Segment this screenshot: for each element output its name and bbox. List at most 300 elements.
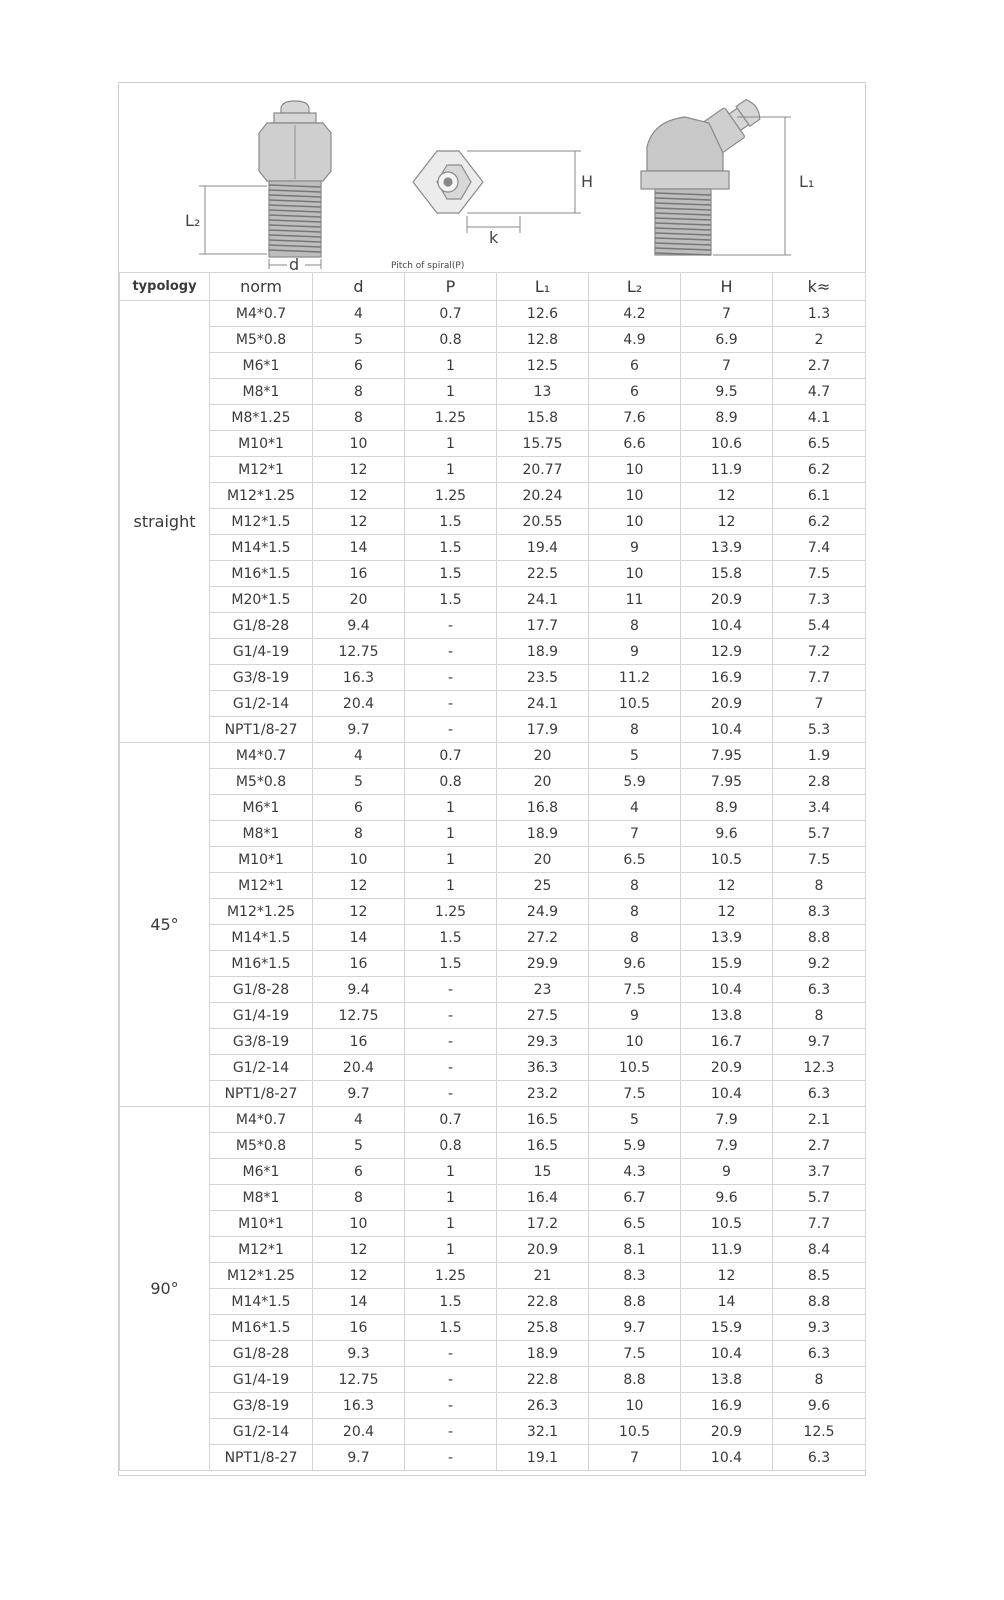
l2-cell: 4.9 [589,327,681,353]
h-cell: 8.9 [681,795,773,821]
l1-cell: 18.9 [497,821,589,847]
h-cell: 15.9 [681,951,773,977]
p-cell: 0.7 [405,743,497,769]
table-row [120,951,866,977]
table-row [120,1237,866,1263]
d-cell: 5 [313,327,405,353]
k-cell: 7.5 [773,847,866,873]
k-cell: 6.2 [773,509,866,535]
l2-cell: 11.2 [589,665,681,691]
l2-cell: 8 [589,717,681,743]
p-cell: 1 [405,457,497,483]
l2-cell: 6.7 [589,1185,681,1211]
d-cell: 20 [313,587,405,613]
l2-cell: 7.5 [589,977,681,1003]
k-cell: 9.6 [773,1393,866,1419]
table-row [120,431,866,457]
header-d: d [313,273,405,301]
table-row [120,613,866,639]
h-cell: 12 [681,873,773,899]
l2-cell: 8 [589,925,681,951]
h-cell: 11.9 [681,457,773,483]
p-cell: - [405,613,497,639]
h-cell: 7 [681,353,773,379]
norm-cell: M12*1.25 [210,899,313,925]
l2-cell: 10 [589,1393,681,1419]
nipple-tip [281,101,309,113]
d-cell: 12 [313,899,405,925]
d-cell: 12.75 [313,1003,405,1029]
d-cell: 12 [313,1263,405,1289]
l2-cell: 7 [589,821,681,847]
d-cell: 4 [313,1107,405,1133]
table-row [120,1393,866,1419]
k-cell: 3.4 [773,795,866,821]
l2-cell: 5 [589,1107,681,1133]
l1-cell: 17.9 [497,717,589,743]
d-cell: 8 [313,821,405,847]
l1-cell: 25 [497,873,589,899]
table-row [120,1445,866,1471]
h-cell: 10.4 [681,1445,773,1471]
norm-cell: M12*1.25 [210,483,313,509]
d-cell: 8 [313,1185,405,1211]
norm-cell: M4*0.7 [210,301,313,327]
h-cell: 12.9 [681,639,773,665]
l2-cell: 4.3 [589,1159,681,1185]
h-cell: 7 [681,301,773,327]
d-cell: 14 [313,925,405,951]
p-cell: 0.7 [405,1107,497,1133]
h-cell: 20.9 [681,1419,773,1445]
p-cell: - [405,1029,497,1055]
table-row [120,509,866,535]
p-cell: - [405,1367,497,1393]
h-cell: 16.9 [681,665,773,691]
p-cell: 1 [405,873,497,899]
l1-cell: 27.2 [497,925,589,951]
d-cell: 10 [313,847,405,873]
h-cell: 7.9 [681,1133,773,1159]
h-cell: 12 [681,1263,773,1289]
table-row [120,353,866,379]
table-row [120,1263,866,1289]
h-cell: 15.8 [681,561,773,587]
spec-sheet [118,82,866,1476]
l1-cell: 18.9 [497,1341,589,1367]
h-cell: 10.4 [681,717,773,743]
k-cell: 7 [773,691,866,717]
table-row [120,405,866,431]
table-header-row [120,273,866,301]
k-cell: 5.7 [773,1185,866,1211]
header-k: k≈ [773,273,866,301]
p-cell: 1.5 [405,561,497,587]
k-cell: 1.3 [773,301,866,327]
l2-cell: 6.5 [589,847,681,873]
d-cell: 8 [313,379,405,405]
h-cell: 16.7 [681,1029,773,1055]
header-l2: L₂ [589,273,681,301]
k-cell: 8.5 [773,1263,866,1289]
header-p: P [405,273,497,301]
l2-cell: 5.9 [589,769,681,795]
norm-cell: G1/8-28 [210,613,313,639]
d-cell: 16 [313,561,405,587]
k-cell: 12.3 [773,1055,866,1081]
k-cell: 8.8 [773,925,866,951]
k-cell: 3.7 [773,1159,866,1185]
d-cell: 16.3 [313,665,405,691]
norm-cell: M8*1 [210,1185,313,1211]
d-cell: 16 [313,1315,405,1341]
d-label: d [289,255,300,273]
l2-cell: 4.2 [589,301,681,327]
hex-top-view-drawing [413,151,483,213]
p-cell: - [405,977,497,1003]
d-cell: 8 [313,405,405,431]
table-row [120,925,866,951]
d-cell: 20.4 [313,1419,405,1445]
l1-cell: 15.8 [497,405,589,431]
norm-cell: M8*1.25 [210,405,313,431]
p-cell: 1 [405,1185,497,1211]
p-cell: 1 [405,1159,497,1185]
norm-cell: M4*0.7 [210,743,313,769]
d-cell: 12 [313,1237,405,1263]
h-cell: 8.9 [681,405,773,431]
table-row [120,1003,866,1029]
norm-cell: M10*1 [210,847,313,873]
d-cell: 14 [313,535,405,561]
l2-cell: 10 [589,1029,681,1055]
table-row [120,561,866,587]
l1-cell: 24.1 [497,587,589,613]
table-row [120,327,866,353]
l1-cell: 20 [497,743,589,769]
p-cell: - [405,639,497,665]
norm-cell: G1/4-19 [210,1003,313,1029]
d-cell: 6 [313,795,405,821]
p-cell: - [405,1419,497,1445]
typology-cell: 45° [120,743,210,1107]
table-row [120,301,866,327]
p-cell: - [405,717,497,743]
k-cell: 8 [773,873,866,899]
typology-cell: 90° [120,1107,210,1471]
d-cell: 4 [313,743,405,769]
k-cell: 2.8 [773,769,866,795]
k-cell: 2 [773,327,866,353]
l2-cell: 5 [589,743,681,769]
h-cell: 13.9 [681,925,773,951]
table-row [120,717,866,743]
l1-cell: 32.1 [497,1419,589,1445]
p-cell: 1.25 [405,1263,497,1289]
l1-cell: 12.5 [497,353,589,379]
table-row [120,483,866,509]
d-cell: 9.3 [313,1341,405,1367]
k-cell: 4.7 [773,379,866,405]
table-row [120,1055,866,1081]
l2-label: L₂ [185,211,201,230]
p-cell: 1 [405,795,497,821]
table-row [120,1211,866,1237]
d-cell: 16.3 [313,1393,405,1419]
l2-cell: 8 [589,873,681,899]
h-cell: 13.8 [681,1003,773,1029]
norm-cell: M6*1 [210,1159,313,1185]
norm-cell: M12*1 [210,457,313,483]
p-cell: - [405,665,497,691]
norm-cell: M5*0.8 [210,769,313,795]
d-cell: 14 [313,1289,405,1315]
l1-cell: 25.8 [497,1315,589,1341]
k-cell: 8 [773,1367,866,1393]
norm-cell: M14*1.5 [210,925,313,951]
norm-cell: M16*1.5 [210,561,313,587]
k-cell: 7.2 [773,639,866,665]
norm-cell: M12*1 [210,1237,313,1263]
norm-cell: M16*1.5 [210,951,313,977]
l1-cell: 19.1 [497,1445,589,1471]
h-label: H [581,172,594,191]
l2-cell: 6.6 [589,431,681,457]
norm-cell: M4*0.7 [210,1107,313,1133]
l1-cell: 16.5 [497,1107,589,1133]
norm-cell: G1/2-14 [210,1055,313,1081]
table-row [120,1315,866,1341]
norm-cell: M5*0.8 [210,1133,313,1159]
k-cell: 6.3 [773,977,866,1003]
table-row [120,1107,866,1133]
p-cell: - [405,1445,497,1471]
table-row [120,1159,866,1185]
d-cell: 10 [313,1211,405,1237]
k-cell: 9.7 [773,1029,866,1055]
table-row [120,587,866,613]
k-cell: 2.1 [773,1107,866,1133]
k-label: k [489,228,499,247]
d-cell: 6 [313,353,405,379]
p-cell: - [405,1393,497,1419]
p-cell: 1.5 [405,535,497,561]
header-l1: L₁ [497,273,589,301]
l2-cell: 8.3 [589,1263,681,1289]
k-cell: 6.5 [773,431,866,457]
l1-cell: 36.3 [497,1055,589,1081]
l2-cell: 8.8 [589,1289,681,1315]
p-cell: 0.8 [405,327,497,353]
l1-cell: 27.5 [497,1003,589,1029]
table-row [120,535,866,561]
norm-cell: M16*1.5 [210,1315,313,1341]
l1-cell: 24.1 [497,691,589,717]
l1-cell: 12.6 [497,301,589,327]
table-row [120,457,866,483]
k-cell: 6.3 [773,1341,866,1367]
typology-cell: straight [120,301,210,743]
h-cell: 15.9 [681,1315,773,1341]
l2-cell: 10.5 [589,691,681,717]
d-cell: 12 [313,873,405,899]
norm-cell: G1/8-28 [210,1341,313,1367]
l2-cell: 8 [589,899,681,925]
p-cell: 1.5 [405,951,497,977]
p-cell: 1.25 [405,899,497,925]
l1-cell: 13 [497,379,589,405]
norm-cell: G3/8-19 [210,1393,313,1419]
l1-cell: 23 [497,977,589,1003]
p-cell: 1.25 [405,405,497,431]
norm-cell: M14*1.5 [210,535,313,561]
norm-cell: G1/2-14 [210,691,313,717]
h-cell: 10.4 [681,613,773,639]
l2-cell: 9.6 [589,951,681,977]
k-cell: 8.8 [773,1289,866,1315]
norm-cell: G3/8-19 [210,665,313,691]
l1-cell: 23.2 [497,1081,589,1107]
d-cell: 12.75 [313,639,405,665]
table-row [120,379,866,405]
l2-cell: 11 [589,587,681,613]
l2-cell: 4 [589,795,681,821]
norm-cell: NPT1/8-27 [210,1445,313,1471]
h-cell: 7.95 [681,743,773,769]
norm-cell: G1/4-19 [210,1367,313,1393]
table-row [120,1289,866,1315]
h-cell: 9.6 [681,821,773,847]
fitting-drawings [119,83,865,273]
d-cell: 20.4 [313,691,405,717]
d-cell: 9.4 [313,977,405,1003]
norm-cell: G1/8-28 [210,977,313,1003]
l1-cell: 24.9 [497,899,589,925]
k-cell: 7.7 [773,665,866,691]
l1-cell: 20.9 [497,1237,589,1263]
h-cell: 10.4 [681,1341,773,1367]
l1-cell: 20 [497,847,589,873]
p-cell: 1 [405,431,497,457]
p-cell: 1.5 [405,509,497,535]
l2-cell: 6 [589,353,681,379]
l1-cell: 19.4 [497,535,589,561]
table-row [120,821,866,847]
l1-cell: 22.5 [497,561,589,587]
table-row [120,899,866,925]
h-cell: 11.9 [681,1237,773,1263]
norm-cell: M14*1.5 [210,1289,313,1315]
p-cell: - [405,691,497,717]
table-row [120,1029,866,1055]
p-cell: - [405,1081,497,1107]
l1-cell: 16.4 [497,1185,589,1211]
k-cell: 12.5 [773,1419,866,1445]
k-cell: 5.3 [773,717,866,743]
d-cell: 20.4 [313,1055,405,1081]
l2-cell: 10.5 [589,1419,681,1445]
straight-fitting-drawing [259,101,331,257]
p-cell: 0.8 [405,769,497,795]
k-cell: 1.9 [773,743,866,769]
table-row [120,769,866,795]
k-cell: 7.7 [773,1211,866,1237]
l2-cell: 10.5 [589,1055,681,1081]
norm-cell: M6*1 [210,795,313,821]
h-cell: 12 [681,509,773,535]
l2-cell: 9 [589,639,681,665]
k-cell: 4.1 [773,405,866,431]
l2-cell: 9 [589,535,681,561]
l1-cell: 20.24 [497,483,589,509]
nozzle-hole [444,178,452,186]
l1-cell: 15 [497,1159,589,1185]
d-cell: 16 [313,951,405,977]
l2-cell: 10 [589,509,681,535]
norm-cell: M5*0.8 [210,327,313,353]
h-cell: 10.4 [681,1081,773,1107]
l1-cell: 17.7 [497,613,589,639]
h-cell: 20.9 [681,691,773,717]
norm-cell: M12*1.25 [210,1263,313,1289]
k-cell: 2.7 [773,353,866,379]
norm-cell: M10*1 [210,1211,313,1237]
d-cell: 12 [313,457,405,483]
h-cell: 12 [681,483,773,509]
p-cell: 1 [405,847,497,873]
d-cell: 9.7 [313,717,405,743]
h-cell: 13.8 [681,1367,773,1393]
l2-cell: 9 [589,1003,681,1029]
h-cell: 20.9 [681,587,773,613]
d-cell: 6 [313,1159,405,1185]
k-cell: 8.4 [773,1237,866,1263]
l2-cell: 10 [589,561,681,587]
h-cell: 9.5 [681,379,773,405]
h-cell: 16.9 [681,1393,773,1419]
norm-cell: G1/2-14 [210,1419,313,1445]
k-cell: 5.7 [773,821,866,847]
header-typology: typology [120,273,210,301]
d-cell: 9.7 [313,1081,405,1107]
norm-cell: M20*1.5 [210,587,313,613]
table-row [120,691,866,717]
l2-cell: 7.5 [589,1341,681,1367]
h-cell: 12 [681,899,773,925]
table-row [120,1133,866,1159]
l1-cell: 15.75 [497,431,589,457]
l1-cell: 16.5 [497,1133,589,1159]
k-cell: 9.2 [773,951,866,977]
d-cell: 12 [313,483,405,509]
l2-cell: 7 [589,1445,681,1471]
l2-cell: 7.5 [589,1081,681,1107]
p-cell: 1.5 [405,925,497,951]
p-cell: 1.5 [405,587,497,613]
l2-cell: 5.9 [589,1133,681,1159]
table-row [120,1367,866,1393]
d-cell: 5 [313,1133,405,1159]
l2-cell: 10 [589,457,681,483]
p-cell: 1.5 [405,1289,497,1315]
h-cell: 7.95 [681,769,773,795]
p-cell: - [405,1055,497,1081]
l2-cell: 10 [589,483,681,509]
l1-cell: 16.8 [497,795,589,821]
norm-cell: M6*1 [210,353,313,379]
table-row [120,743,866,769]
d-cell: 16 [313,1029,405,1055]
